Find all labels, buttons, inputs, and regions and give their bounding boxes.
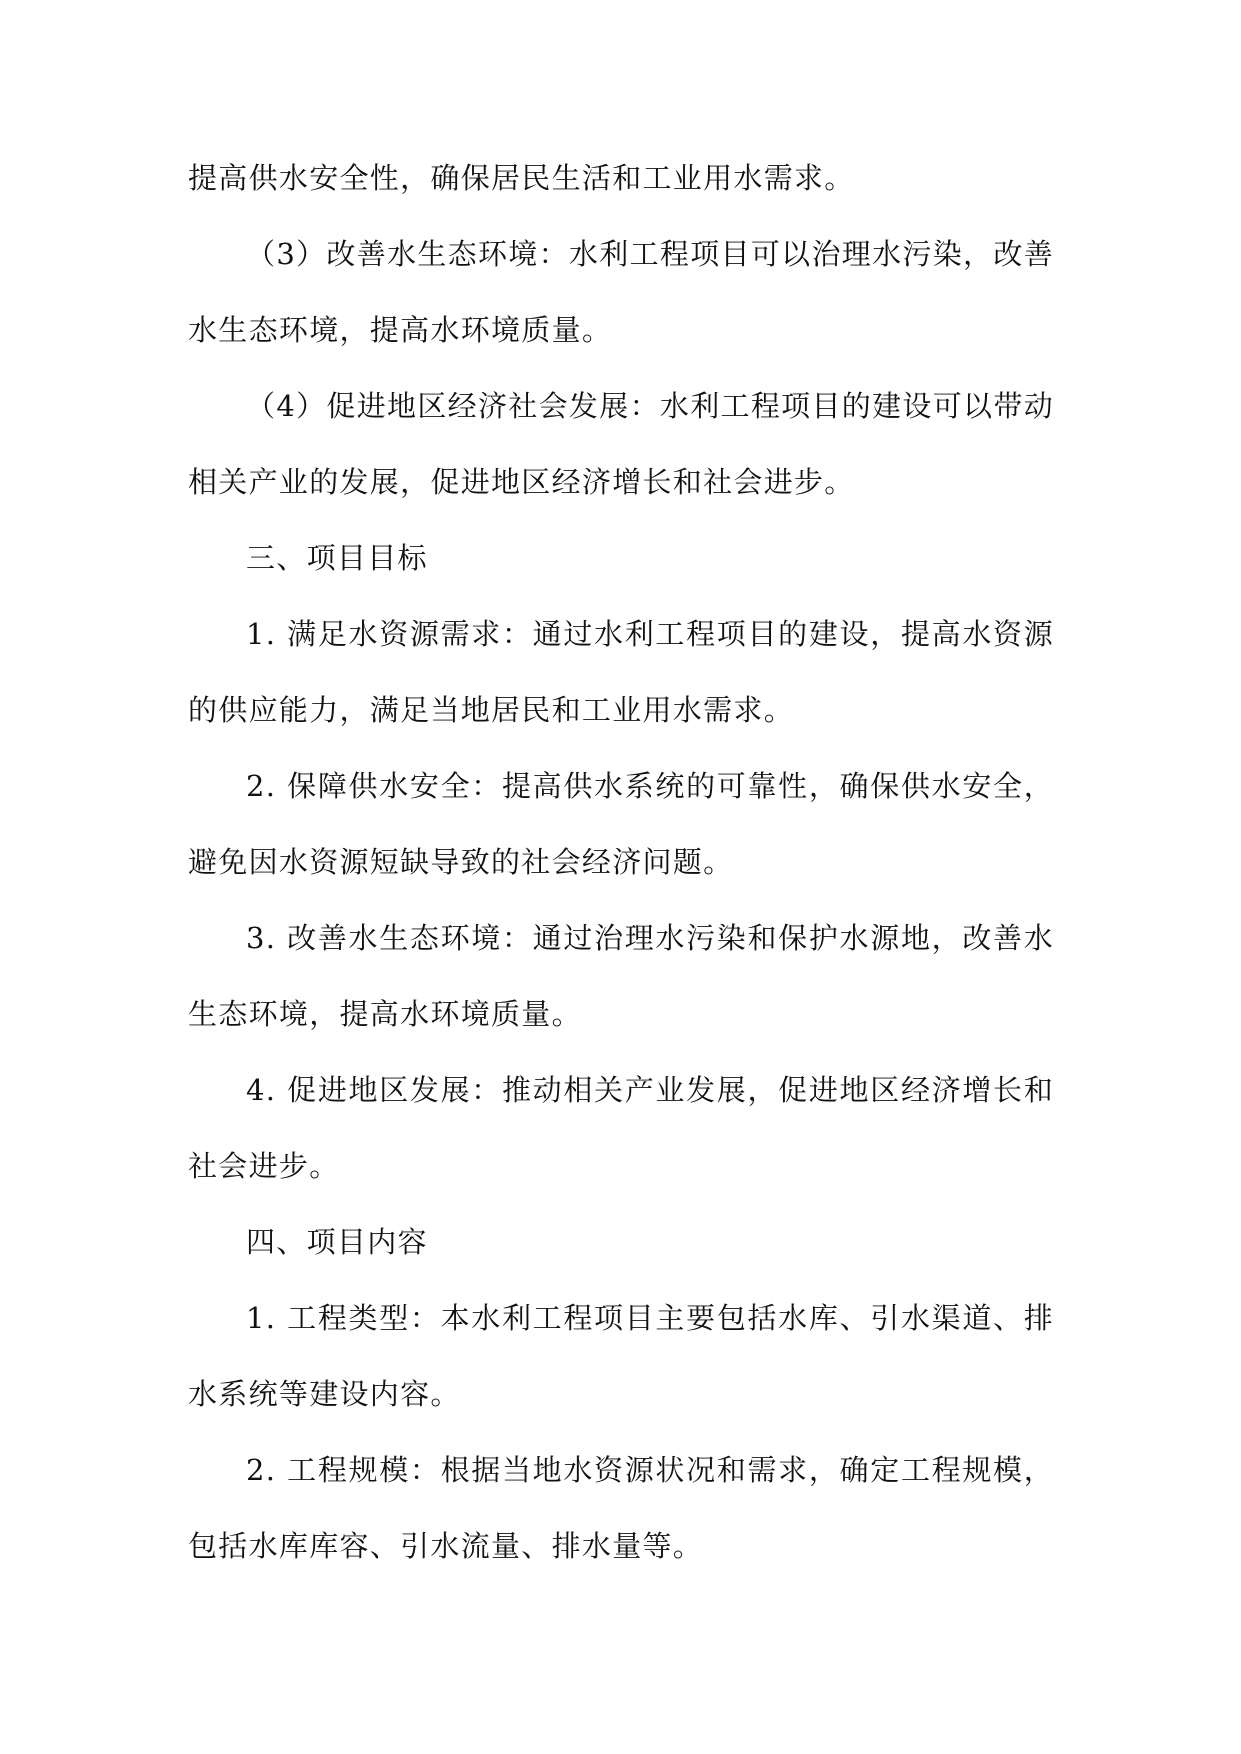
goal-item-1: 1. 满足水资源需求：通过水利工程项目的建设，提高水资源的供应能力，满足当地居民和工业用水需求。 — [188, 617, 1054, 727]
goal-item-4: 4. 促进地区发展：推动相关产业发展，促进地区经济增长和社会进步。 — [188, 1073, 1054, 1183]
content-item-1: 1. 工程类型：本水利工程项目主要包括水库、引水渠道、排水系统等建设内容。 — [188, 1301, 1054, 1411]
section-heading-project-goals: 三、项目目标 — [246, 541, 428, 575]
paragraph-item-3: （3）改善水生态环境：水利工程项目可以治理水污染，改善水生态环境，提高水环境质量。 — [188, 237, 1054, 347]
paragraph-item-4: （4）促进地区经济社会发展：水利工程项目的建设可以带动相关产业的发展，促进地区经济增长和社会进步。 — [188, 389, 1054, 499]
content-item-2: 2. 工程规模：根据当地水资源状况和需求，确定工程规模，包括水库库容、引水流量、排水量等。 — [188, 1453, 1054, 1563]
paragraph-continuation: 提高供水安全性，确保居民生活和工业用水需求。 — [188, 161, 855, 195]
goal-item-3: 3. 改善水生态环境：通过治理水污染和保护水源地，改善水生态环境，提高水环境质量。 — [188, 921, 1054, 1031]
document-body — [188, 140, 1054, 1584]
section-heading-project-content: 四、项目内容 — [246, 1225, 428, 1259]
goal-item-2: 2. 保障供水安全：提高供水系统的可靠性，确保供水安全，避免因水资源短缺导致的社会经济问题。 — [188, 769, 1054, 879]
